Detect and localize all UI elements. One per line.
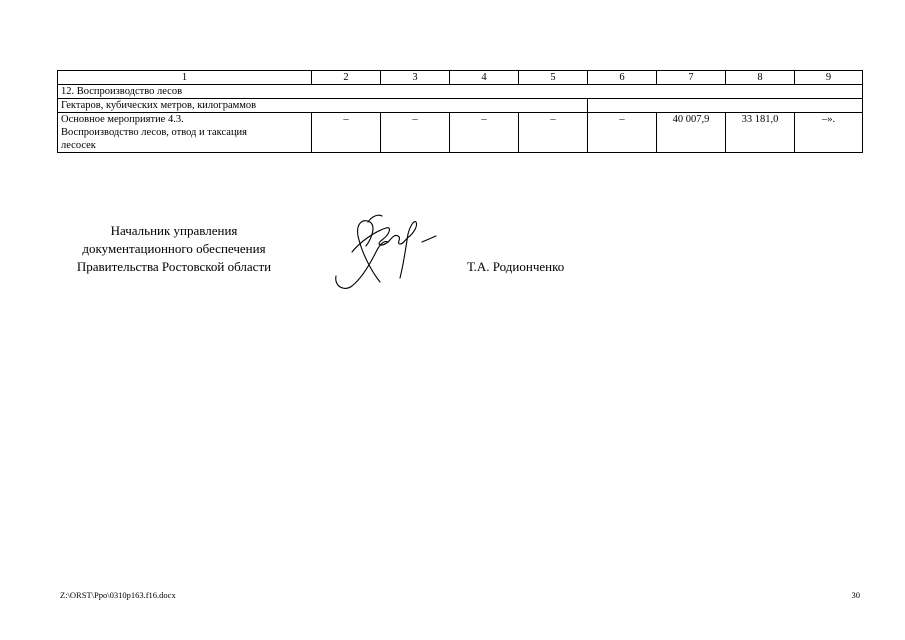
row-name-line: Основное мероприятие 4.3. <box>61 114 184 125</box>
header-cell: 2 <box>312 71 381 85</box>
header-cell: 7 <box>657 71 726 85</box>
section-row <box>58 85 863 99</box>
file-path: Z:\ORST\Ppo\0310p163.f16.docx <box>60 590 176 600</box>
header-cell: 1 <box>58 71 312 85</box>
table-row <box>58 113 863 153</box>
header-cell: 9 <box>795 71 863 85</box>
header-cell: 8 <box>726 71 795 85</box>
value-cell: 40 007,9 <box>657 113 726 153</box>
header-cell: 3 <box>381 71 450 85</box>
units-empty-cell <box>588 99 863 113</box>
header-cell: 5 <box>519 71 588 85</box>
value-cell: 33 181,0 <box>726 113 795 153</box>
value-cell: – <box>312 113 381 153</box>
value-cell: – <box>450 113 519 153</box>
table-header-row <box>58 71 863 85</box>
signatory-title <box>58 222 290 276</box>
page-number: 30 <box>851 590 860 600</box>
row-name-line: лесосек <box>61 140 96 151</box>
section-title: 12. Воспроизводство лесов <box>58 85 863 99</box>
signatory-title-line: Начальник управления <box>110 223 238 238</box>
header-cell: 6 <box>588 71 657 85</box>
value-cell: – <box>588 113 657 153</box>
units-label: Гектаров, кубических метров, килограммов <box>58 99 588 113</box>
header-cell: 4 <box>450 71 519 85</box>
signatory-title-line: Правительства Ростовской области <box>76 259 272 274</box>
value-cell: – <box>519 113 588 153</box>
signatory-title-line: документационного обеспечения <box>82 241 266 256</box>
units-row <box>58 99 863 113</box>
signatory-name: Т.А. Родионченко <box>467 259 565 274</box>
row-name-cell <box>58 113 312 153</box>
row-name-line: Воспроизводство лесов, отвод и таксация <box>61 127 248 138</box>
value-cell: – <box>381 113 450 153</box>
handwritten-signature <box>332 212 444 294</box>
value-cell: –». <box>795 113 863 153</box>
data-table <box>57 70 863 153</box>
